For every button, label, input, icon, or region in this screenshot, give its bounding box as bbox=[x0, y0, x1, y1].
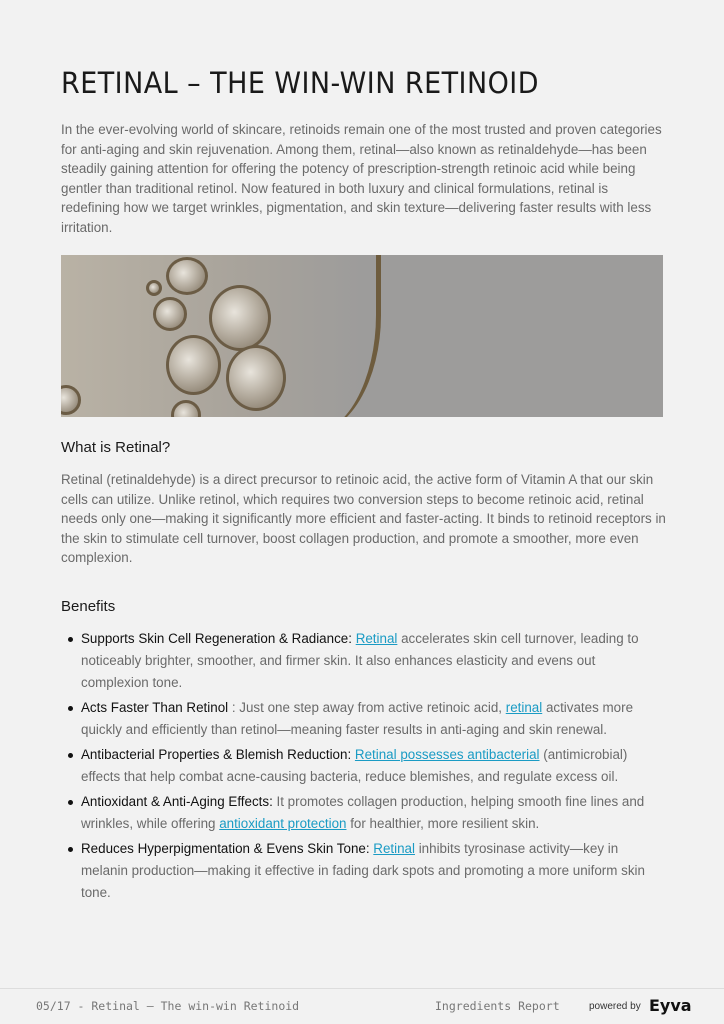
benefit-text: (antimicrobial) effects that help combat acne-causing bacteria, reduce blemishes, and regulate excess oil. bbox=[81, 747, 628, 784]
eyva-logo: Eyva bbox=[649, 996, 692, 1015]
benefit-text: : Just one step away from active retinoic acid, bbox=[228, 700, 506, 715]
page-title: RETINAL – THE WIN-WIN RETINOID bbox=[61, 66, 539, 100]
what-is-retinal-heading: What is Retinal? bbox=[61, 439, 171, 456]
footer-report-label: Ingredients Report bbox=[435, 999, 560, 1013]
benefit-text: for healthier, more resilient skin. bbox=[346, 816, 540, 831]
benefit-text: inhibits tyrosinase activity—key in melanin production—making it effective in fading dark spots and promoting a more uniform skin tone. bbox=[81, 841, 645, 900]
benefit-item bbox=[61, 791, 666, 835]
reference-link[interactable]: retinal bbox=[505, 700, 543, 715]
benefit-item bbox=[61, 697, 666, 741]
hero-image-bubbles bbox=[61, 255, 663, 417]
footer bbox=[0, 988, 724, 1024]
benefit-title: Supports Skin Cell Regeneration & Radiance: bbox=[81, 631, 352, 646]
benefit-item bbox=[61, 744, 666, 788]
reference-link[interactable]: Retinal bbox=[355, 631, 398, 646]
footer-page-label: 05/17 - Retinal – The win-win Retinoid bbox=[36, 999, 300, 1013]
what-is-retinal-body: Retinal (retinaldehyde) is a direct precursor to retinoic acid, the active form of Vitamin A that our skin cells can utilize. Unlike retinol, which requires two conversion steps to become retinoic acid, retinal needs only one—making it significantly more efficient and faster-acting. It binds to retinoid receptors in the skin to stimulate cell turnover, boost collagen production, and promote a smoother, more even complexion. bbox=[61, 472, 666, 565]
benefit-title: Antibacterial Properties & Blemish Reduction: bbox=[81, 747, 352, 762]
benefit-text: activates more quickly and efficiently than retinol—meaning faster results in anti-aging and skin renewal. bbox=[81, 700, 634, 737]
benefit-item bbox=[61, 838, 666, 904]
benefits-list bbox=[61, 628, 666, 907]
benefit-item bbox=[61, 628, 666, 694]
benefit-text: accelerates skin cell turnover, leading to noticeably brighter, smoother, and firmer skin. It also enhances elasticity and evens out complexion tone. bbox=[81, 631, 639, 690]
reference-link[interactable]: Retinal possesses antibacterial bbox=[354, 747, 540, 762]
benefit-text: It promotes collagen production, helping smooth fine lines and wrinkles, while offering bbox=[81, 794, 645, 831]
benefit-title: Antioxidant & Anti-Aging Effects: bbox=[81, 794, 273, 809]
powered-by-label: powered by bbox=[589, 1001, 641, 1012]
reference-link[interactable]: antioxidant protection bbox=[219, 816, 347, 831]
intro-paragraph: In the ever-evolving world of skincare, retinoids remain one of the most trusted and proven categories for anti-aging and skin rejuvenation. Among them, retinal—also known as retinaldehyde—has been steadily gaining attention for offering the potency of prescription-strength retinoic acid while being gentler than traditional retinol. Now featured in both luxury and clinical formulations, retinal is redefining how we target wrinkles, pigmentation, and skin texture—delivering faster results with less irritation. bbox=[61, 122, 662, 235]
benefits-heading: Benefits bbox=[61, 598, 116, 615]
benefit-title: Acts Faster Than Retinol bbox=[81, 700, 229, 715]
reference-link[interactable]: Retinal bbox=[373, 841, 415, 856]
benefit-title: Reduces Hyperpigmentation & Evens Skin Tone: bbox=[81, 841, 370, 856]
